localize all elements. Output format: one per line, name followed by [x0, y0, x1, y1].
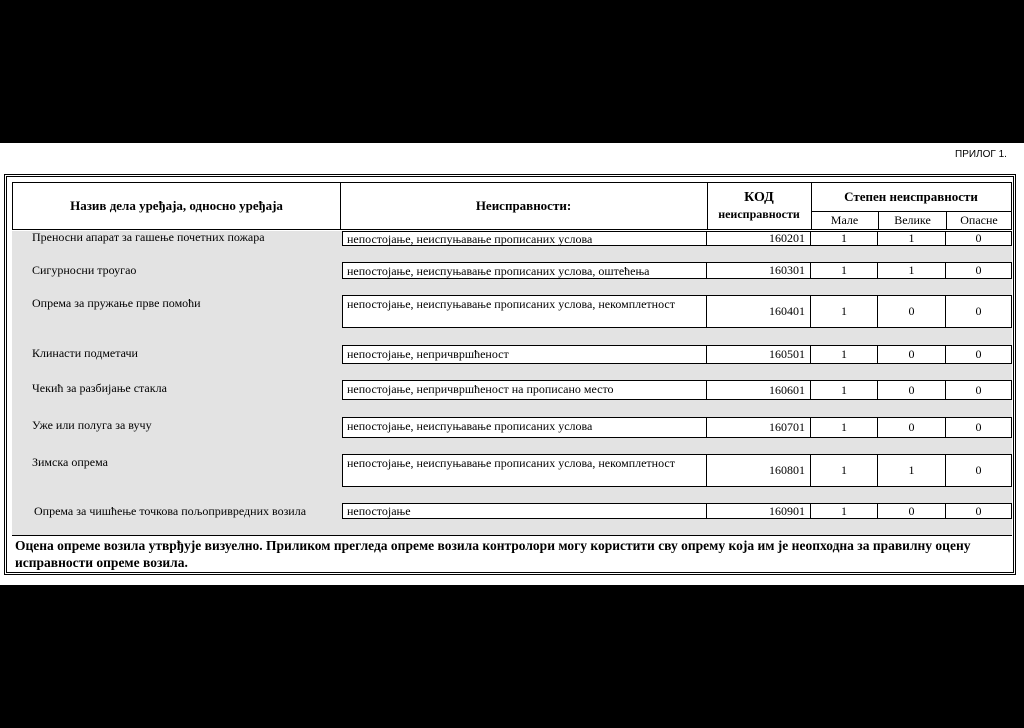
header-minor: Мале: [811, 212, 879, 229]
row-code: 160601: [706, 380, 811, 400]
row-dangerous: 0: [945, 454, 1012, 487]
annex-label: ПРИЛОГ 1.: [955, 149, 1007, 160]
row-minor: 1: [810, 454, 878, 487]
table-row: [12, 380, 1012, 417]
row-major: 0: [877, 295, 946, 328]
row-code: 160901: [706, 503, 811, 519]
row-major: 1: [877, 262, 946, 279]
row-defect: непостојање, непричвршћеност: [342, 345, 707, 364]
header-code-title: КОД: [744, 190, 774, 205]
row-name: Чекић за разбијање стакла: [32, 381, 167, 395]
row-name: Клинасти подметачи: [32, 346, 138, 360]
row-major: 0: [877, 380, 946, 400]
row-defect: непостојање, неиспуњавање прописаних услова, оштећења: [342, 262, 707, 279]
row-dangerous: 0: [945, 380, 1012, 400]
table-header: [12, 182, 1012, 230]
header-code-sub: неисправности: [718, 207, 800, 221]
row-dangerous: 0: [945, 345, 1012, 364]
document-page: [0, 143, 1024, 585]
row-minor: 1: [810, 503, 878, 519]
table-row: [12, 295, 1012, 345]
table-row: [12, 454, 1012, 503]
table-row: [12, 503, 1012, 535]
row-major: 1: [877, 231, 946, 246]
row-defect: непостојање, неиспуњавање прописаних услова, некомплетност: [342, 454, 707, 487]
row-dangerous: 0: [945, 231, 1012, 246]
row-defect: непостојање, неиспуњавање прописаних услова, некомплетност: [342, 295, 707, 328]
row-defect: непостојање, неиспуњавање прописаних услова: [342, 231, 707, 246]
row-code: 160701: [706, 417, 811, 438]
row-name: Опрема за пружање прве помоћи: [32, 296, 201, 310]
equipment-table: [4, 174, 1016, 575]
row-code: 160801: [706, 454, 811, 487]
row-dangerous: 0: [945, 417, 1012, 438]
row-major: 1: [877, 454, 946, 487]
row-minor: 1: [810, 380, 878, 400]
header-defects: Неисправности:: [340, 183, 708, 229]
row-minor: 1: [810, 262, 878, 279]
row-defect: непостојање, непричвршћеност на прописано место: [342, 380, 707, 400]
table-row: [12, 417, 1012, 454]
row-minor: 1: [810, 231, 878, 246]
table-row: [12, 231, 1012, 262]
table-row: [12, 262, 1012, 295]
row-minor: 1: [810, 295, 878, 328]
row-major: 0: [877, 345, 946, 364]
row-dangerous: 0: [945, 262, 1012, 279]
row-code: 160401: [706, 295, 811, 328]
table-row: [12, 345, 1012, 380]
header-degree: Степен неисправности: [811, 183, 1011, 212]
row-code: 160301: [706, 262, 811, 279]
row-name: Сигурносни троугао: [32, 263, 137, 277]
header-name: Назив дела уређаја, односно уређаја: [13, 183, 341, 229]
header-dangerous: Опасне: [960, 213, 998, 227]
row-defect: непостојање: [342, 503, 707, 519]
row-name: Зимска опрема: [32, 455, 108, 469]
row-name: Опрема за чишћење точкова пољопривредних возила: [34, 504, 307, 518]
row-major: 0: [877, 417, 946, 438]
row-minor: 1: [810, 417, 878, 438]
row-dangerous: 0: [945, 503, 1012, 519]
row-minor: 1: [810, 345, 878, 364]
header-code: [707, 183, 812, 229]
row-code: 160201: [706, 231, 811, 246]
row-major: 0: [877, 503, 946, 519]
row-defect: непостојање, неиспуњавање прописаних услова: [342, 417, 707, 438]
row-name: Уже или полуга за вучу: [32, 418, 152, 432]
header-major: Велике: [879, 212, 947, 229]
row-name: Преносни апарат за гашење почетних пожара: [32, 230, 265, 244]
row-dangerous: 0: [945, 295, 1012, 328]
row-code: 160501: [706, 345, 811, 364]
inspection-note: Оцена опреме возила утврђује визуелно. Приликом прегледа опреме возила контролори могу користити сву опрему која им је неопходна за правилну оцену исправности опреме возила.: [12, 535, 1012, 571]
